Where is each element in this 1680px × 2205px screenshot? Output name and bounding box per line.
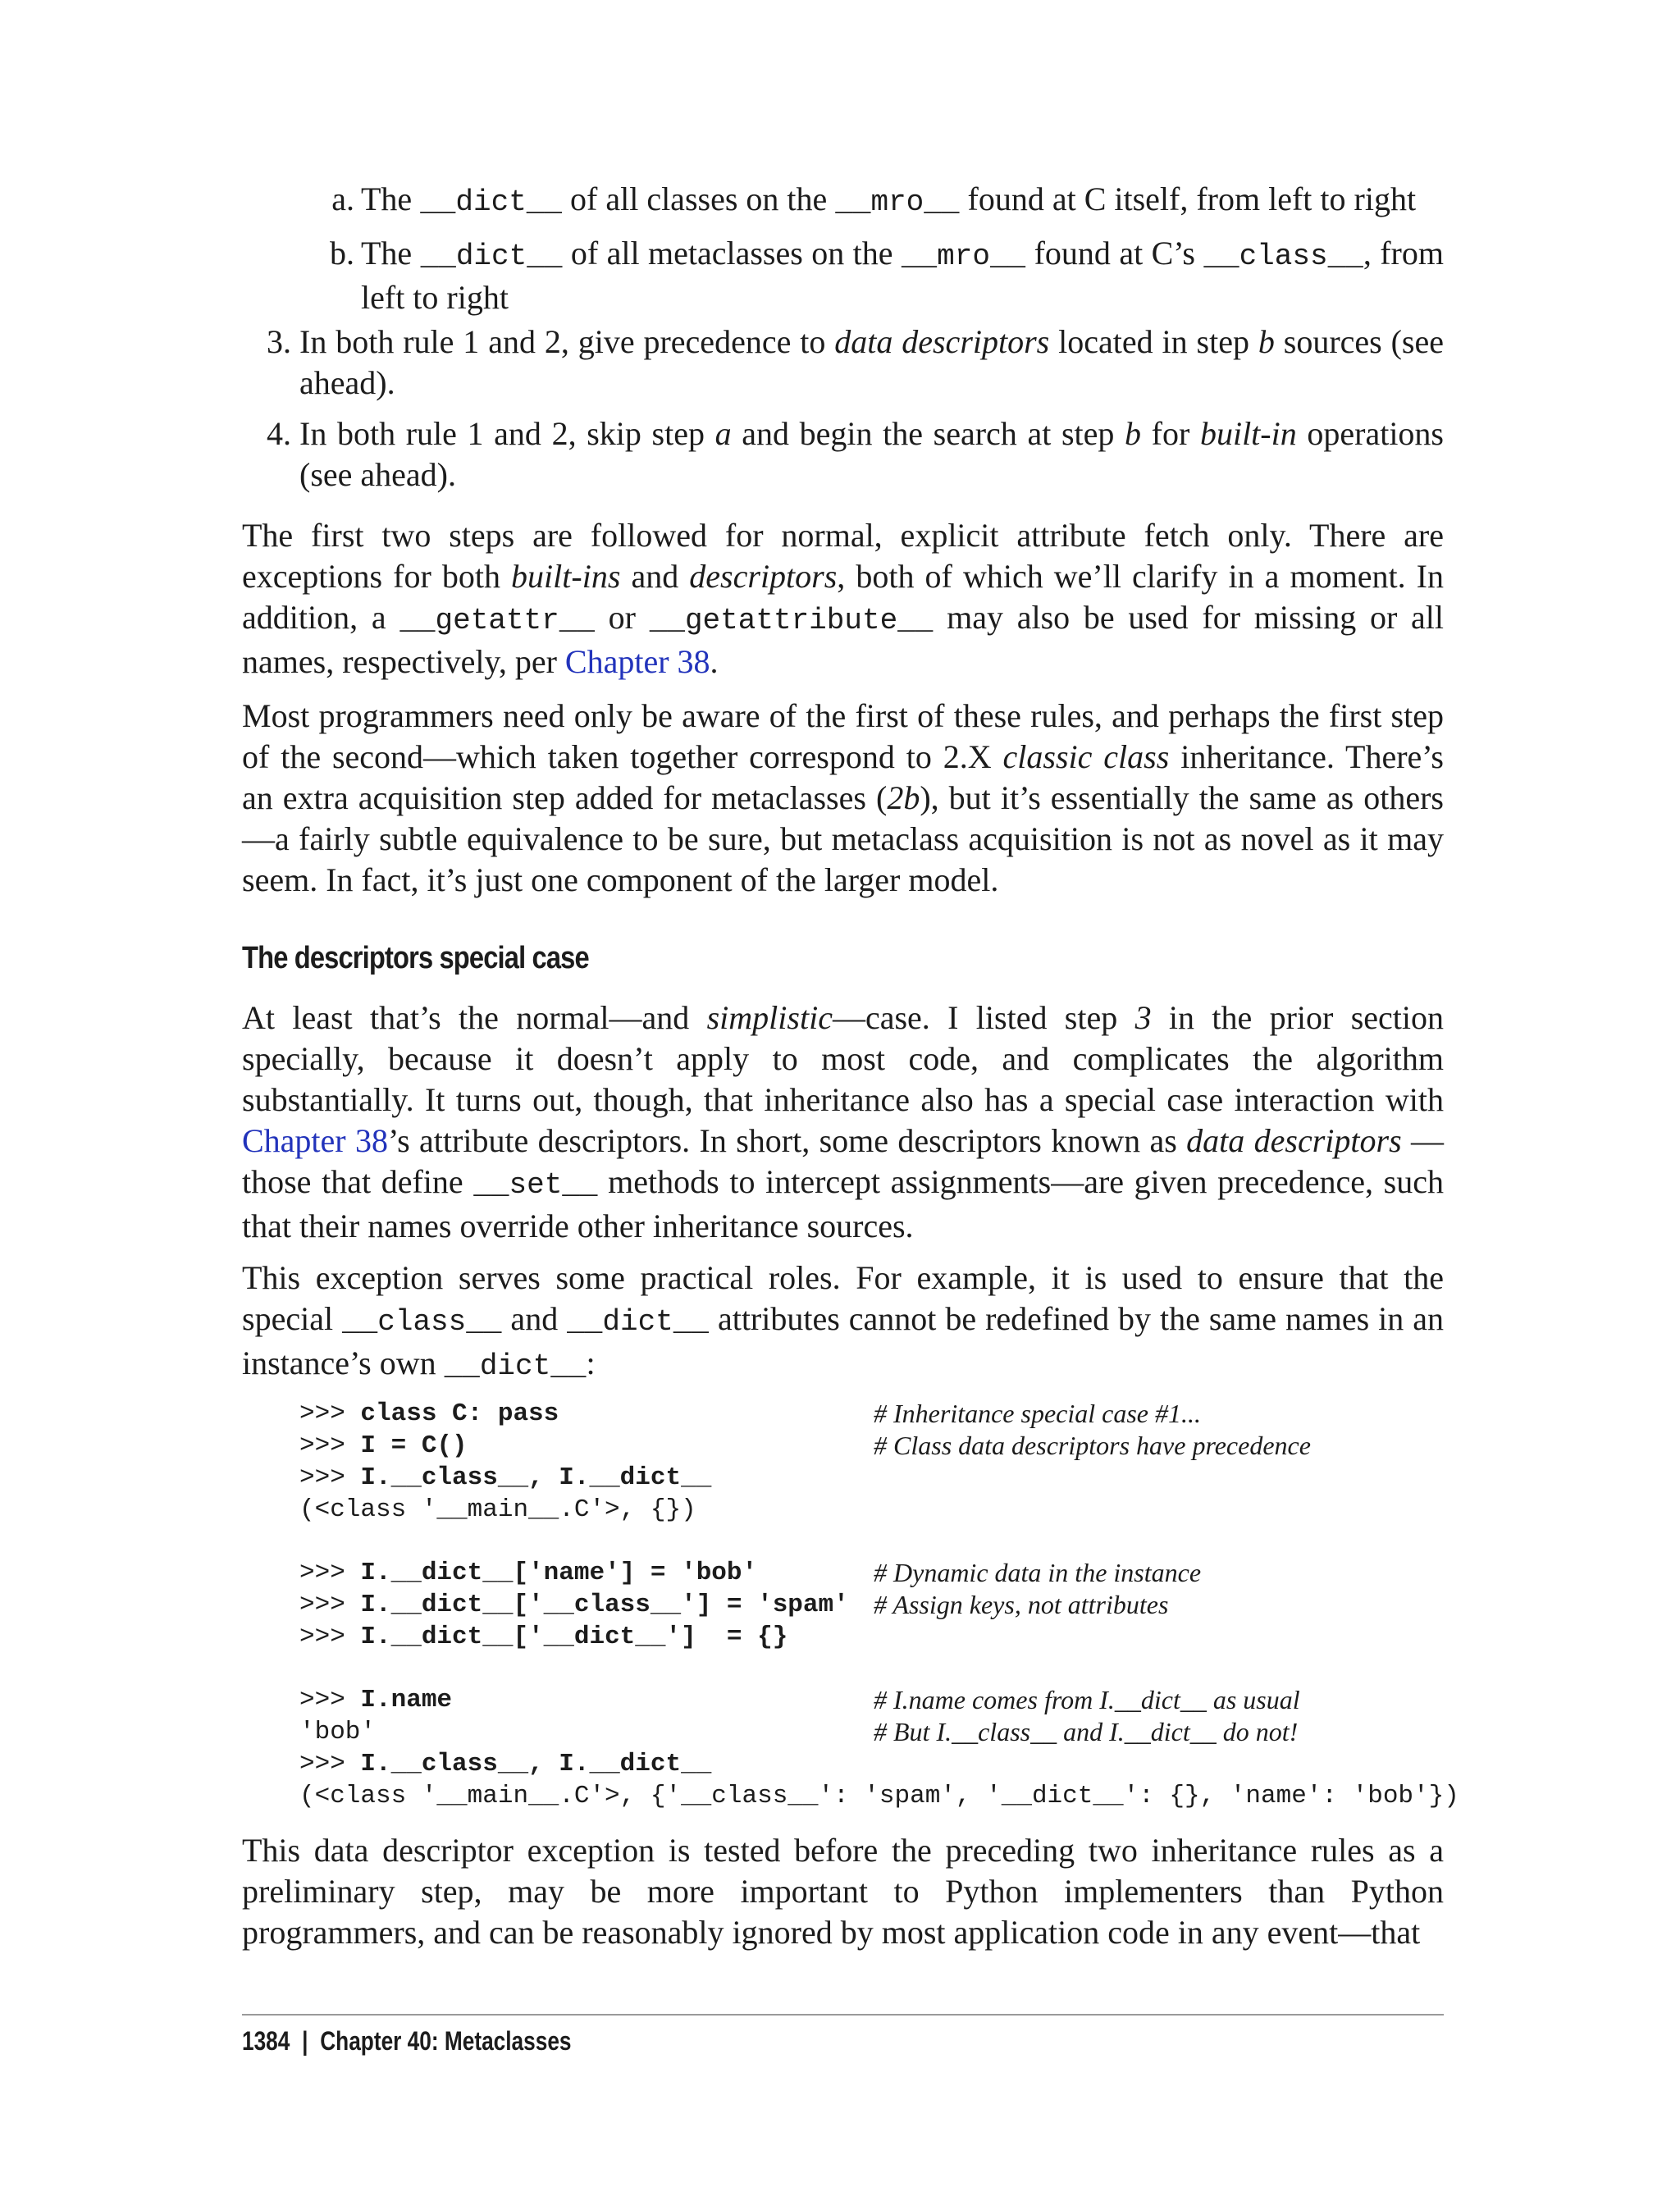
code-term: __dict__: [420, 185, 563, 219]
list-item-4: 4. In both rule 1 and 2, skip step a and begin the search at step b for built-in operations (see ahead).: [267, 415, 1444, 493]
running-chapter-title: Chapter 40: Metaclasses: [320, 2026, 572, 2056]
code-prompt: >>>: [299, 1623, 361, 1651]
code-input: I.__class__, I.__dict__: [360, 1750, 712, 1778]
code-blank-line: [299, 1653, 1448, 1684]
code-input: I.name: [360, 1686, 453, 1714]
code-output: (<class '__main__.C'>, {'__class__': 'spam', '__dict__': {}, 'name': 'bob'}): [299, 1782, 1459, 1810]
paragraph-1: The first two steps are followed for normal, explicit attribute fetch only. There are exceptions for both built-ins and descriptors, both of which we’ll clarify in a moment. In addition, a __getattr__ or __getattribute__ may also be used for missing or all names, respectively, per Chapter 38.: [242, 517, 1445, 680]
code-input: class C: pass: [360, 1399, 559, 1428]
code-line: [299, 1494, 1448, 1526]
code-line: [299, 1430, 1448, 1462]
code-comment: # Inheritance special case #1...: [874, 1399, 1201, 1428]
numbered-list: [267, 322, 1444, 505]
code-term: __getattribute__: [649, 604, 934, 637]
code-line: [299, 1780, 1459, 1812]
list-marker: a.: [331, 180, 354, 217]
footer-rule: [242, 2014, 1444, 2016]
code-comment: # I.name comes from I.__dict__ as usual: [874, 1685, 1300, 1714]
code-input: I.__dict__['__dict__'] = {}: [360, 1623, 788, 1651]
code-term: __class__: [342, 1305, 502, 1339]
sub-list: [330, 179, 1444, 328]
code-blank-line: [299, 1526, 1448, 1557]
list-item-b: b. The __dict__ of all metaclasses on the __mro__ found at C’s __class__, from left to right: [330, 235, 1444, 316]
paragraph-4: This exception serves some practical roles. For example, it is used to ensure that the special __class__ and __dict__ attributes cannot be redefined by the same names in an instance’s own __dict__:: [242, 1259, 1444, 1383]
code-output: (<class '__main__.C'>, {}): [299, 1495, 696, 1524]
code-line: [299, 1557, 1448, 1589]
code-line: [299, 1748, 1448, 1780]
code-term: __mro__: [901, 240, 1026, 273]
code-term: __dict__: [567, 1305, 709, 1339]
code-prompt: >>>: [299, 1591, 361, 1619]
code-term: __class__: [1203, 240, 1363, 273]
code-output: 'bob': [299, 1718, 377, 1746]
code-prompt: >>>: [299, 1399, 361, 1428]
section-heading: The descriptors special case: [242, 941, 589, 975]
code-line: [299, 1462, 1448, 1494]
code-input: I.__dict__['name'] = 'bob': [360, 1559, 758, 1587]
code-prompt: >>>: [299, 1559, 361, 1587]
list-item-3: 3. In both rule 1 and 2, give precedence to data descriptors located in step b sources (see ahead).: [267, 323, 1444, 401]
code-line: [299, 1398, 1448, 1430]
code-input: I.__class__, I.__dict__: [360, 1463, 712, 1492]
code-prompt: >>>: [299, 1686, 361, 1714]
paragraph-2: Most programmers need only be aware of the first of these rules, and perhaps the first step of the second—which taken together correspond to 2.X classic class inheritance. There’s an extra acquisition step added for metaclasses (2b), but it’s essentially the same as others—a fairly subtle equivalence to be sure, but metaclass acquisition is not as novel as it may seem. In fact, it’s just one component of the larger model.: [242, 697, 1444, 898]
code-line: [299, 1716, 1448, 1748]
footer-separator: |: [302, 2026, 308, 2056]
list-marker: 4.: [267, 415, 291, 452]
code-term: __dict__: [420, 240, 563, 273]
code-prompt: >>>: [299, 1750, 361, 1778]
code-term: __getattr__: [399, 604, 595, 637]
page-number: 1384: [242, 2026, 290, 2056]
page-footer: [242, 2026, 572, 2057]
code-comment: # Dynamic data in the instance: [874, 1558, 1202, 1587]
code-prompt: >>>: [299, 1431, 361, 1460]
code-input: I.__dict__['__class__'] = 'spam': [360, 1591, 849, 1619]
code-input: I = C(): [360, 1431, 468, 1460]
code-comment: # Assign keys, not attributes: [874, 1590, 1169, 1619]
code-term: __set__: [473, 1168, 598, 1202]
code-line: [299, 1589, 1448, 1621]
code-line: [299, 1621, 1448, 1653]
code-term: __mro__: [835, 185, 960, 219]
code-line: [299, 1684, 1448, 1716]
code-example: [299, 1398, 1459, 1812]
chapter-38-link[interactable]: Chapter 38: [242, 1122, 388, 1159]
paragraph-5: This data descriptor exception is tested before the preceding two inheritance rules as a preliminary step, may be more important to Python implementers than Python programmers, and can be reasonably ignored by most application code in any event—that: [242, 1832, 1444, 1951]
code-term: __dict__: [444, 1349, 587, 1383]
list-marker: b.: [330, 235, 354, 272]
list-item-a: a. The __dict__ of all classes on the __mro__ found at C itself, from left to right: [331, 180, 1417, 219]
code-comment: # Class data descriptors have precedence: [874, 1431, 1311, 1460]
paragraph-3: At least that’s the normal—and simplistic—case. I listed step 3 in the prior section specially, because it doesn’t apply to most code, and complicates the algorithm substantially. It turns out, though, that inheritance also has a special case interaction with Chapter 38’s attribute descriptors. In short, some descriptors known as data descriptors —those that define __set__ methods to intercept assignments—are given precedence, such that their names override other inheritance sources.: [242, 999, 1444, 1244]
list-marker: 3.: [267, 323, 291, 360]
code-comment: # But I.__class__ and I.__dict__ do not!: [874, 1717, 1299, 1746]
code-prompt: >>>: [299, 1463, 361, 1492]
chapter-38-link[interactable]: Chapter 38: [564, 643, 710, 680]
